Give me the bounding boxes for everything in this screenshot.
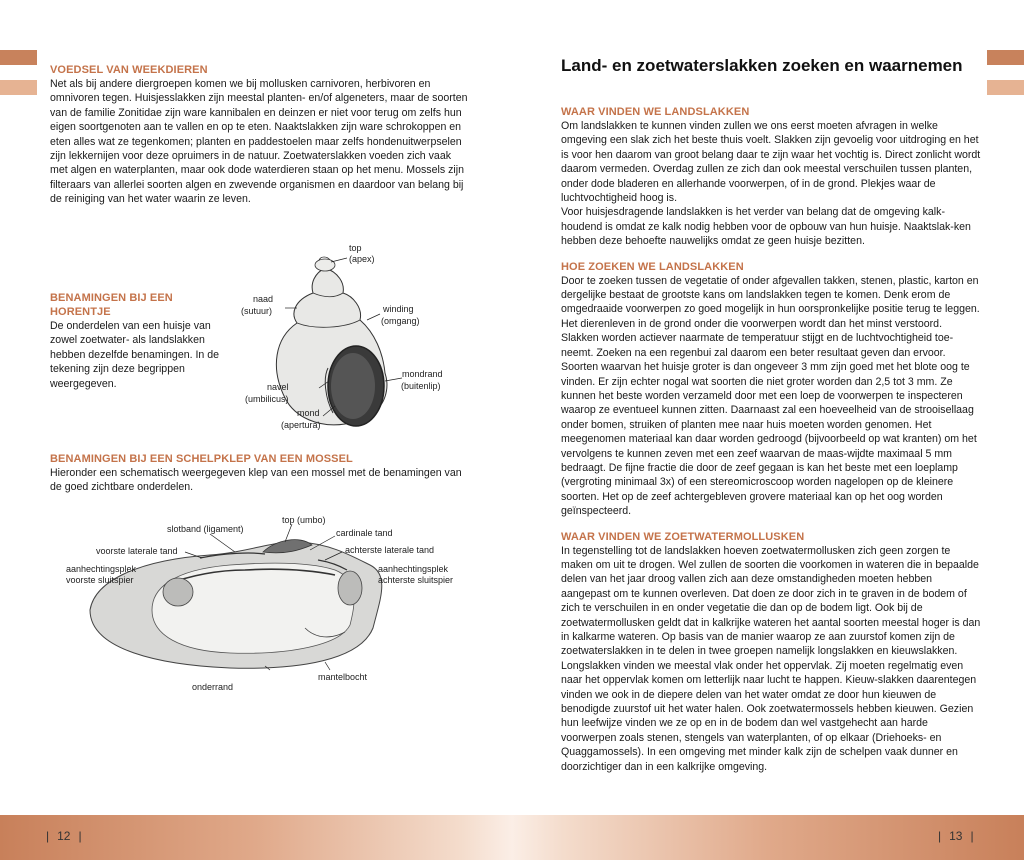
label-cardinale-tand: cardinale tand [336, 528, 393, 538]
page-number-divider: | [938, 829, 942, 843]
label-aanhechtingsplek-achter: aanhechtingsplek [378, 564, 449, 574]
label-voorste-laterale-tand: voorste laterale tand [96, 546, 178, 556]
page-number-value: 13 [949, 829, 963, 843]
label-navel: navel [267, 382, 289, 392]
snail-shell-diagram [235, 238, 475, 438]
section-heading: BENAMINGEN BIJ EEN SCHELPKLEP VAN EEN MOSSEL [50, 453, 353, 465]
label-naad: naad [253, 294, 274, 304]
label-achterste-laterale-tand: achterste laterale tand [345, 545, 435, 555]
label-slotband: slotband (ligament) [167, 524, 244, 534]
section-heading: VOEDSEL VAN WEEKDIEREN [50, 64, 208, 76]
page-footer [0, 815, 1024, 860]
right-column [561, 105, 981, 774]
section-schelp [50, 452, 470, 495]
label-mond-sub: (apertura) [281, 420, 321, 430]
label-voorste-sluitspier: voorste sluitspier [66, 575, 134, 585]
page-tab-light [0, 80, 37, 95]
page-number-right [930, 829, 982, 843]
section-paragraph: In tegenstelling tot de landslakken hoeven zoetwatermollusken zich geen zorgen te maken om uit te drogen. Wel zullen de soorten die voorkomen in wateren die in bepaalde delen van het jaar droog vallen zich aan deze omstandigheden moeten hebben aangepast om te kunnen overleven. Dat doen ze door zich in te graven in de bodem of zich te verschuilen in en onder vegetatie die dan op de bodem ligt. Ook bij de zoetwatermollusken geldt dat in kalkrijke wateren het aantal soorten meestal hoger is dan in kalkarme wateren. Op basis van de manier waarop ze aan zuurstof komen zijn de zoetwaterslakken in te delen in twee groepen namelijk longslakken en kieuwslakken. Longslakken vinden we meestal vlak onder het oppervlak. Zij moeten regelmatig even naar het oppervlak komen om letterlijk naar lucht te happen. Kieuw-slakken daarentegen vinden we ook in de diepere delen van het water omdat ze door hun kieuwen de benodigde zuurstof uit het water halen. Ook zoetwatermossels hebben kieuwen. Gezien hun leefwijze vinden we ze op en in de bodem dan wel vastgehecht aan harde voorwerpen zoals stenen, stengels van waterplanten, of op elkaar (Driehoeks- en Quaggamossels). In een omgeving met minder kalk zijn de schelpen vaak dunner en doorzichtiger dan in een kalkrijke omgeving. [561, 544, 981, 773]
section-heading: BENAMINGEN BIJ EEN HORENTJE [50, 292, 173, 318]
page-number-divider: | [46, 829, 50, 843]
section-paragraph: Voor huisjesdragende landslakken is het verder van belang dat de omgeving kalk-houdend is omdat ze kalk nodig hebben voor de opbouw van hun huisje. Naaktslak-ken hebben deze behoefte nauwelijks omdat ze geen huisje bezitten. [561, 206, 971, 248]
section-text: Net als bij andere diergroepen komen we bij mollusken carnivoren, herbivoren en omnivoren tegen. Huisjesslakken zijn meestal planten- en/of algeneters, maar de soorten van de familie Zonitidae zijn ware kannibalen en deinzen er niet voor terug om zelfs hun eigen soortgenoten aan te vallen en op te eten. Naaktslakken zijn ware schrokoppen en eten alles wat ze tegenkomen; planten en paddestoelen maar zelfs hondenuitwerpselen zijn lekkernijen voor deze opruimers in de natuur. Zoetwaterslakken voeden zich vaak met algen en waterplanten, maar ook dode waterdieren staan op het menu. Mossels zijn filteraars van allerlei soorten algen en zwevende organismen en daardoor van belang bij de reiniging van het water waarin ze leven. [50, 78, 468, 206]
label-achterste-sluitspier: achterste sluitspier [378, 575, 454, 585]
page-number-left [38, 829, 90, 843]
page-tab-dark [987, 50, 1024, 65]
label-mondrand: mondrand [402, 369, 443, 379]
section-text: De onderdelen van een huisje van zowel zoetwater- als landslakken hebben dezelfde benamingen. In de tekening zijn deze begrippen weergegeven. [50, 320, 220, 390]
section-paragraph: Door te zoeken tussen de vegetatie of onder afgevallen takken, stenen, plastic, karton en dergelijke bestaat de grootste kans om landslakken tegen te komen. Denk erom de omgedraaide voorwerpen zo goed mogelijk in hun oorspronkelijke positie terug te leggen. Het dierenleven in de grond onder die voorwerpen wordt dan het minst verstoord. [561, 274, 980, 330]
snail-shell-drawing [276, 257, 386, 426]
section-heading: HOE ZOEKEN WE LANDSLAKKEN [561, 260, 744, 273]
page-number-value: 12 [57, 829, 71, 843]
label-mondrand-sub: (buitenlip) [401, 381, 441, 391]
label-naad-sub: (sutuur) [241, 306, 273, 316]
page-tab-dark [0, 50, 37, 65]
mussel-shell-drawing [90, 540, 382, 669]
page-tab-light [987, 80, 1024, 95]
label-navel-sub: (umbilicus) [245, 394, 289, 404]
label-onderrand: onderrand [192, 682, 234, 692]
page-number-divider: | [970, 829, 974, 843]
page-title: Land- en zoetwaterslakken zoeken en waarnemen [561, 56, 963, 75]
label-top: top [349, 243, 362, 253]
section-text: Hieronder een schematisch weergegeven klep van een mossel met de benamingen van de goed zichtbare onderdelen. [50, 467, 462, 494]
label-top-sub: (apex) [349, 254, 375, 264]
section-voedsel [50, 63, 470, 207]
page-number-divider: | [78, 829, 82, 843]
mussel-shell-diagram [60, 510, 470, 700]
section-heading: WAAR VINDEN WE LANDSLAKKEN [561, 106, 750, 118]
section-paragraph: Slakken worden actiever naarmate de temperatuur stijgt en de luchtvochtigheid toe-neemt. Zoeken na een regenbui zal daarom een beter resultaat geven dan ervoor. Soorten waarvan het huisje groter is dan ongeveer 3 mm zijn goed met het blote oog te vinden. Er zijn echter nogal wat soorten die niet groter worden dan 2,5 tot 3 mm. Ze kunnen het beste worden verzameld door met een loep de voorwerpen te inspecteren waarop ze eventueel kunnen zitten. Daarnaast zal een hoeveelheid van de strooisellaag onder bomen, struiken of planten mee naar huis moeten worden genomen. Het meegenomen materiaal kan daar worden gedroogd (bijvoorbeeld op wat kranten) om het vervolgens te kunnen zeven met een zeef waarvan de maas-wijdte maximaal 5 mm bedraagt. De fijne fractie die door de zeef gegaan is kan het beste met een loeplamp (vergroting minimaal 3x) of een stereomicroscoop worden nagelopen op de kleinere soorten. Het op de zeef achtergebleven grovere materiaal kan op het oog worden geïnspecteerd. [561, 332, 977, 518]
section-paragraph: Om landslakken te kunnen vinden zullen we ons eerst moeten afvragen in welke omgeving een slak zich het beste thuis voelt. Slakken zijn gevoelig voor uitdroging en het is voor hen daarom van groot belang daar te zijn waar het vochtig is. Direct zonlicht wordt daarom vermeden. Overdag zullen ze zich dan ook meestal verschuilen tussen planten, onder dode bladeren en allerhande voorwerpen, of in de grond. Plekjes waar de luchtvochtigheid hoog is. [561, 120, 981, 205]
section-heading: WAAR VINDEN WE ZOETWATERMOLLUSKEN [561, 530, 805, 543]
label-top-umbo: top (umbo) [282, 515, 326, 525]
label-winding: winding [383, 304, 414, 314]
label-mantelbocht: mantelbocht [318, 672, 368, 682]
label-aanhechtingsplek-voor: aanhechtingsplek [66, 564, 137, 574]
section-horentje [50, 291, 235, 391]
label-mond: mond [297, 408, 320, 418]
label-winding-sub: (omgang) [381, 316, 420, 326]
